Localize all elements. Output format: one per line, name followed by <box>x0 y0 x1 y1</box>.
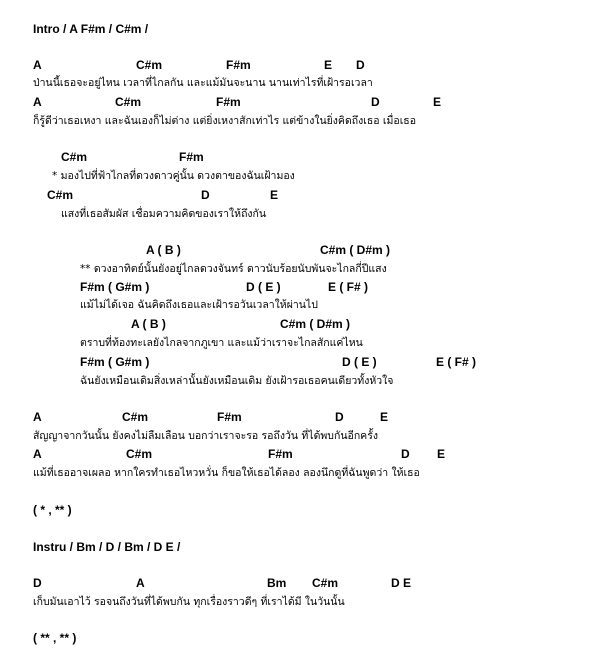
chord: F#m ( G#m ) <box>80 355 150 369</box>
lyric-line: แม้ที่เธออาจเผลอ หากใครทำเธอไหวหวั่น ก็ขอให้เธอได้ลอง ลองนึกดูที่ฉันพูดว่า ให้เธอ <box>33 467 420 479</box>
lyric-line: ** ดวงอาทิตย์นั้นยังอยู่ไกลดวงจันทร์ ดาวนับร้อยนับพันจะไกลกี่ปีแสง <box>80 263 387 275</box>
chord: A <box>33 58 42 72</box>
chord: D <box>401 447 410 461</box>
chord: E <box>437 447 446 461</box>
chord: A <box>33 447 42 461</box>
chord: C#m ( D#m ) <box>280 317 351 331</box>
chord: C#m <box>136 58 163 72</box>
chord: E <box>380 410 389 424</box>
lyric-line: ตราบที่ท้องทะเลยังไกลจากภูเขา และแม้ว่าเราจะไกลสักแค่ไหน <box>80 337 363 349</box>
instru-line: Instru / Bm / D / Bm / D E / <box>33 540 181 554</box>
chord: F#m <box>216 95 241 109</box>
chord: C#m <box>122 410 149 424</box>
chord: A <box>33 410 42 424</box>
chord: F#m <box>268 447 293 461</box>
lyric-line: ก็รู้ดีว่าเธอเหงา และฉันเองก็ไม่ต่าง แต่ยิ่งเหงาสักเท่าไร แต่ข้างในยิ่งคิดถึงเธอ เมื่อเธอ <box>33 115 417 127</box>
chord: C#m <box>126 447 153 461</box>
repeat-marker: ( * , ** ) <box>33 503 72 517</box>
repeat-marker: ( ** , ** ) <box>33 631 77 645</box>
chord: D <box>33 576 42 590</box>
chord: D ( E ) <box>246 280 281 294</box>
chord: C#m <box>61 150 88 164</box>
lyric-line: * มองไปที่ฟ้าไกลที่ดวงดาวคู่นั้น ดวงตาของฉันเฝ้ามอง <box>52 170 295 182</box>
chord: Bm <box>267 576 287 590</box>
chord: E ( F# ) <box>436 355 477 369</box>
lyric-line: แสงที่เธอสัมผัส เชื่อมความคิดของเราให้ถึงกัน <box>61 208 267 220</box>
chord: E ( F# ) <box>328 280 369 294</box>
chord: F#m <box>179 150 204 164</box>
chord: D <box>356 58 365 72</box>
chord: E <box>324 58 333 72</box>
chord: C#m <box>312 576 339 590</box>
chord: D ( E ) <box>342 355 377 369</box>
lyric-line: แม้ไม่ได้เจอ ฉันคิดถึงเธอและเฝ้ารอวันเวลาให้ผ่านไป <box>80 299 318 311</box>
chord: F#m <box>226 58 251 72</box>
chord: F#m <box>217 410 242 424</box>
lyric-line: เก็บมันเอาไว้ รอจนถึงวันที่ได้พบกัน ทุกเรื่องราวดีๆ ที่เราได้มี ในวันนั้น <box>33 596 345 608</box>
lyric-line: สัญญาจากวันนั้น ยังคงไม่ลืมเลือน บอกว่าเราจะรอ รอถึงวัน ที่ได้พบกันอีกครั้ง <box>33 430 378 442</box>
lyric-line: ป่านนี้เธอจะอยู่ไหน เวลาที่ไกลกัน และแม้มันจะนาน นานเท่าไรที่เฝ้ารอเวลา <box>33 77 373 89</box>
chord: C#m <box>47 188 74 202</box>
chord: D <box>201 188 210 202</box>
chord: A ( B ) <box>146 243 181 257</box>
chord: D <box>371 95 380 109</box>
chord: F#m ( G#m ) <box>80 280 150 294</box>
chord: A <box>33 95 42 109</box>
chord: A <box>136 576 145 590</box>
chord: C#m ( D#m ) <box>320 243 391 257</box>
chord: C#m <box>115 95 142 109</box>
chord: E <box>270 188 279 202</box>
chord: D <box>335 410 344 424</box>
chord: A ( B ) <box>131 317 166 331</box>
chord: E <box>433 95 442 109</box>
chord: D E <box>391 576 412 590</box>
intro-line: Intro / A F#m / C#m / <box>33 22 149 36</box>
lyric-line: ฉันยังเหมือนเดิมสิ่งเหล่านั้นยังเหมือนเดิม ยังเฝ้ารอเธอคนเดียวทั้งหัวใจ <box>80 375 394 387</box>
